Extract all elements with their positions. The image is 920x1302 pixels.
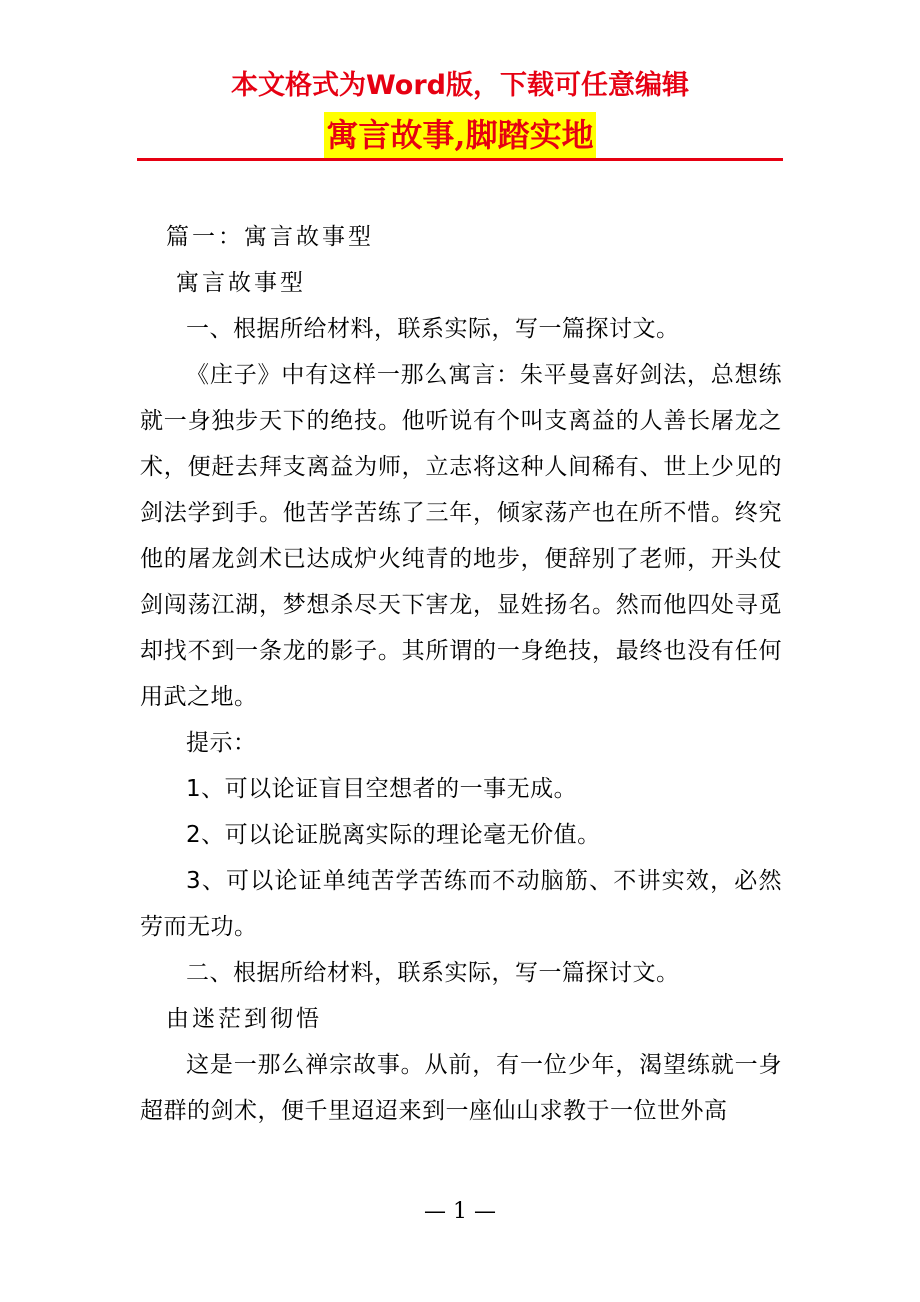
document-title: 寓言故事,脚踏实地 — [324, 112, 595, 158]
question-1: 一、根据所给材料，联系实际，写一篇探讨文。 — [186, 316, 680, 342]
subheading: 寓言故事型 — [176, 270, 306, 296]
title-divider — [137, 158, 783, 161]
document-body — [140, 214, 782, 1134]
hint-label: 提示： — [186, 730, 257, 756]
hint-item-1: 1、可以论证盲目空想者的一事无成。 — [186, 776, 578, 802]
page-number: — 1 — — [424, 1199, 496, 1224]
story-title: 由迷茫到彻悟 — [166, 1006, 322, 1032]
hint-item-2: 2、可以论证脱离实际的理论毫无价值。 — [186, 822, 601, 848]
section-heading: 篇一：寓言故事型 — [166, 224, 374, 250]
hint-item-3: 3、可以论证单纯苦学苦练而不动脑筋、不讲实效，必然劳而无功。 — [140, 868, 782, 940]
story-paragraph-2: 这是一那么禅宗故事。从前，有一位少年，渴望练就一身超群的剑术，便千里迢迢来到一座仙山求教于一位世外高 — [140, 1052, 782, 1124]
question-2: 二、根据所给材料，联系实际，写一篇探讨文。 — [186, 960, 680, 986]
format-banner: 本文格式为Word版，下载可任意编辑 — [230, 70, 689, 101]
story-paragraph: 《庄子》中有这样一那么寓言：朱平曼喜好剑法，总想练就一身独步天下的绝技。他听说有个叫支离益的人善长屠龙之术，便赶去拜支离益为师，立志将这种人间稀有、世上少见的剑法学到手。他苦学苦练了三年，倾家荡产也在所不惜。终究他的屠龙剑术已达成炉火纯青的地步，便辞别了老师，开头仗剑闯荡江湖，梦想杀尽天下害龙，显姓扬名。然而他四处寻觅却找不到一条龙的影子。其所谓的一身绝技，最终也没有任何用武之地。 — [140, 362, 782, 710]
title-wrap — [0, 112, 920, 158]
